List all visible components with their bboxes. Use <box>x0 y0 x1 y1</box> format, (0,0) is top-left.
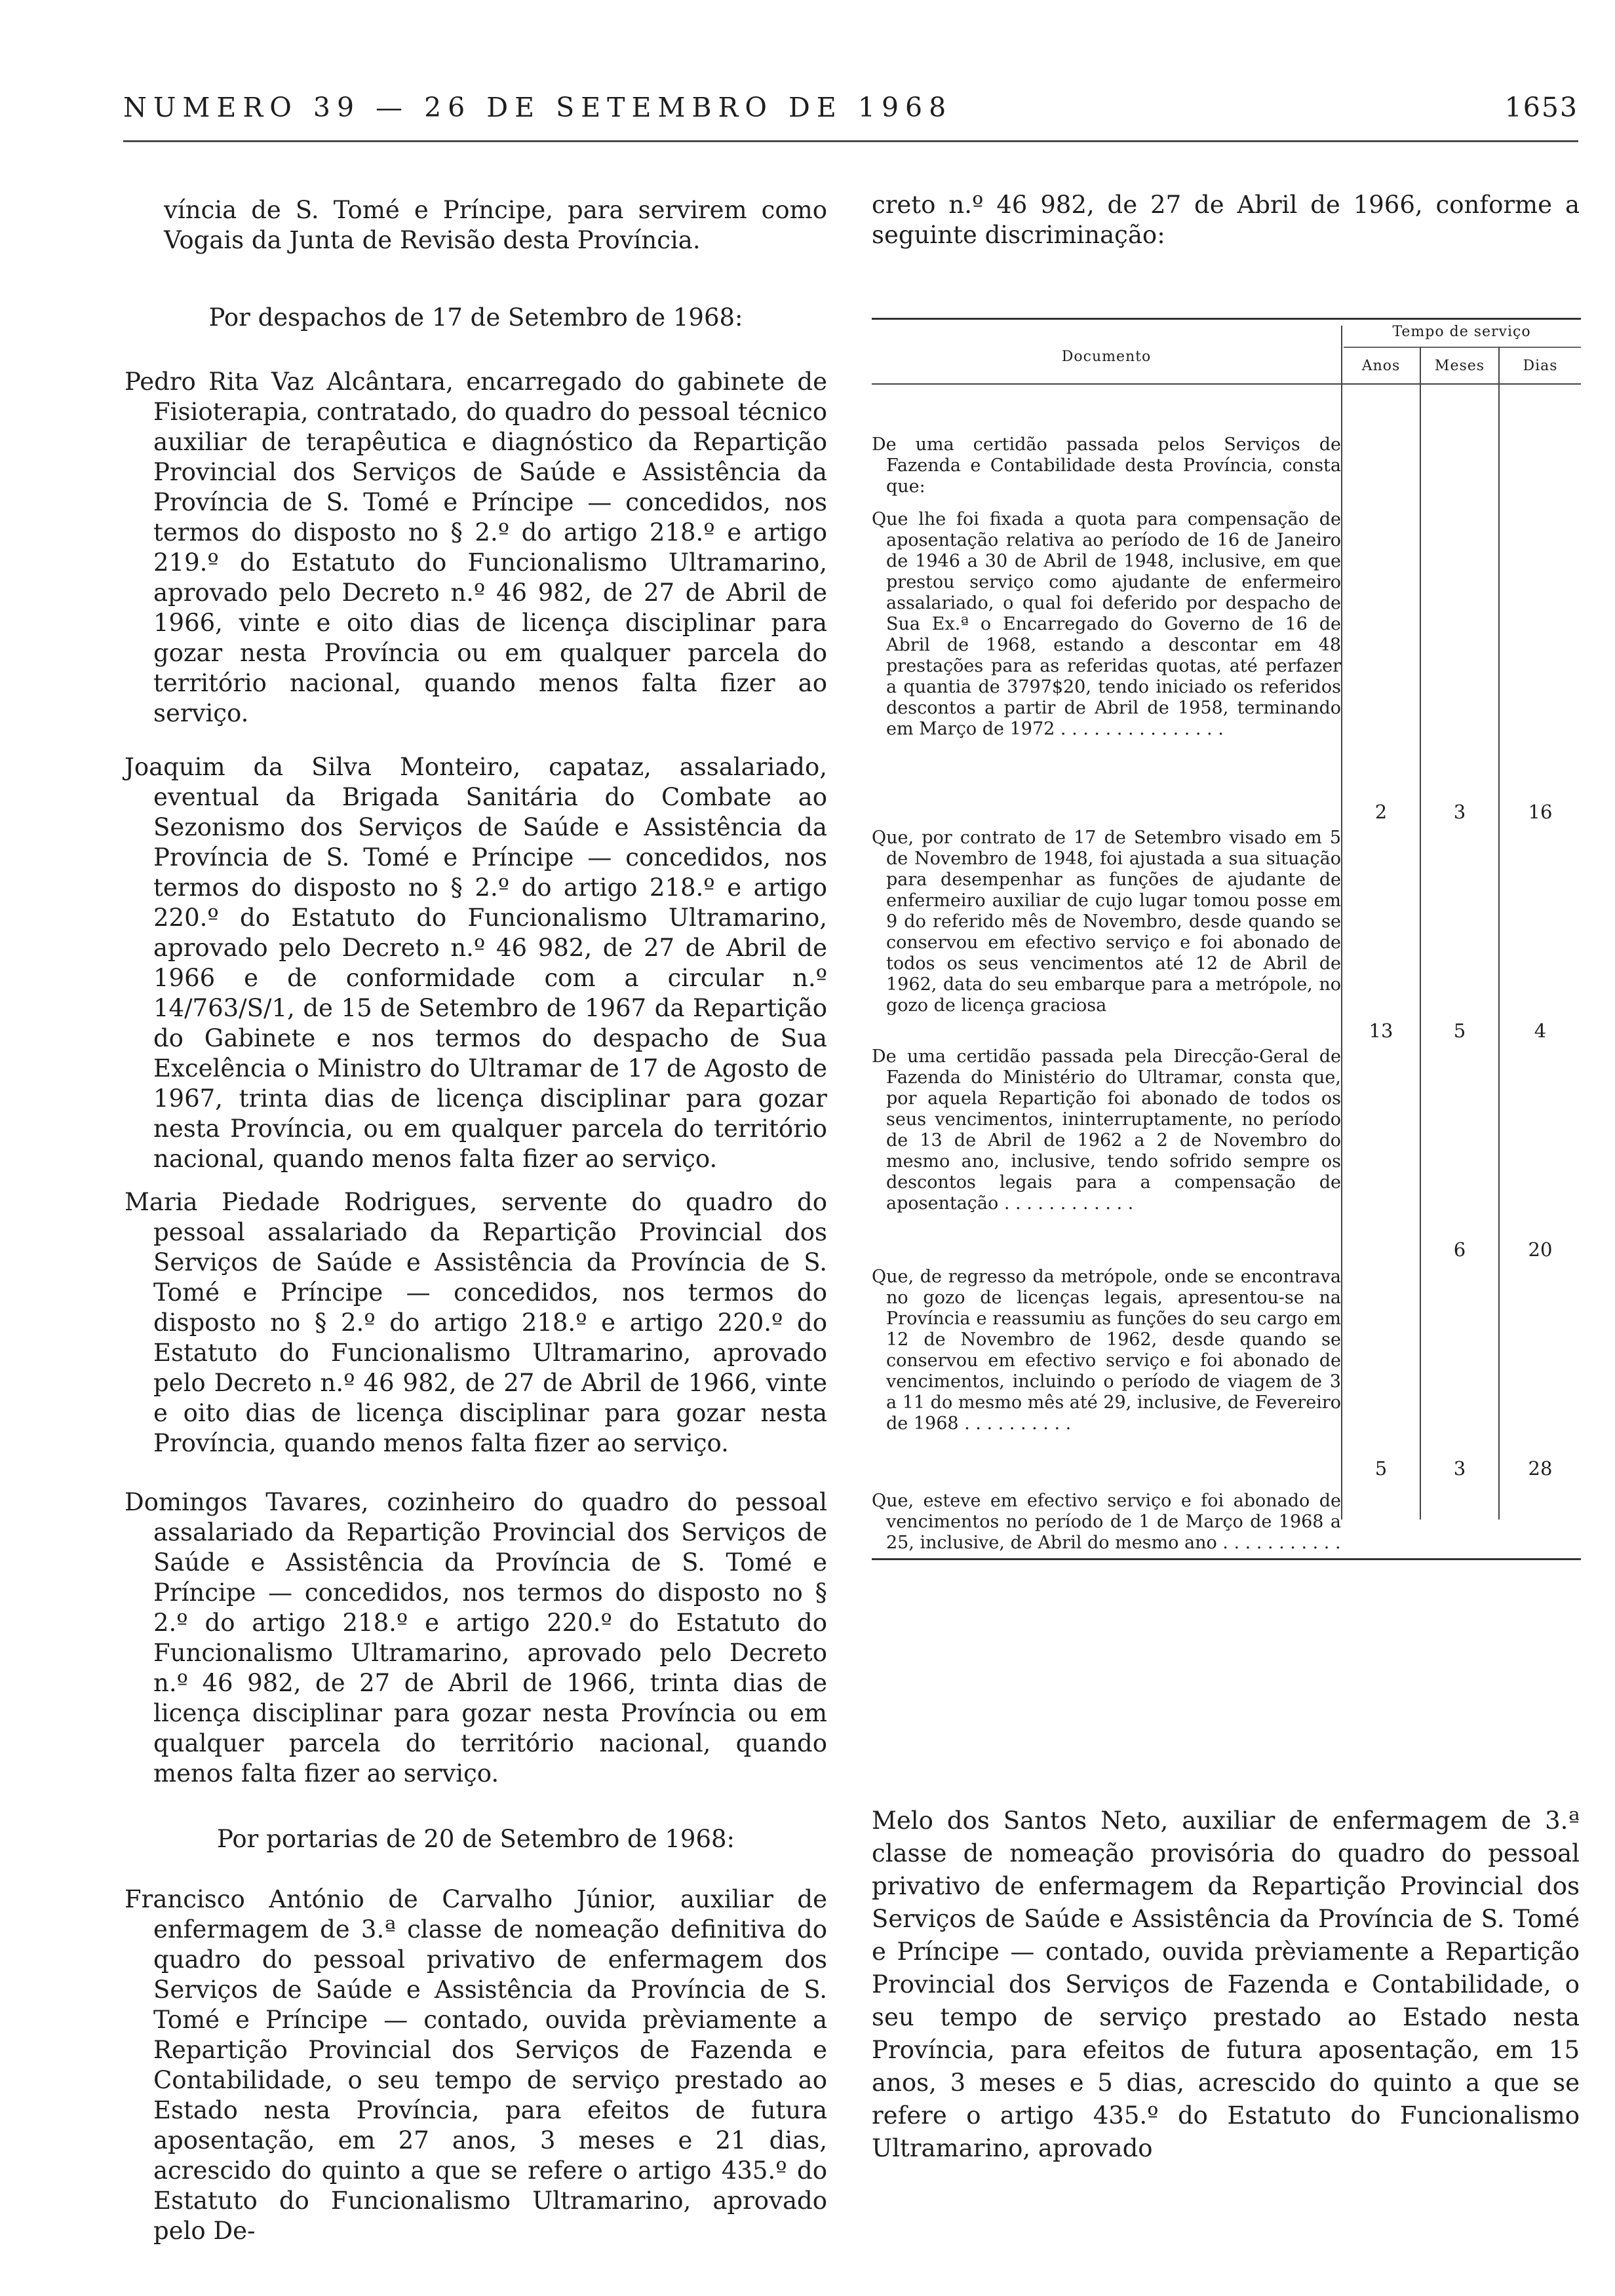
despacho-paragraph-3 <box>125 1187 827 1459</box>
table-row <box>872 509 1341 740</box>
despachos-heading: Por despachos de 17 de Setembro de 1968: <box>208 303 743 332</box>
page-header <box>123 92 1578 138</box>
despacho-paragraph-4 <box>125 1487 827 1789</box>
row-text: De uma certidão passada pelos Serviços de Fazenda e Contabilidade desta Província, consta que: <box>872 434 1341 497</box>
header-meses: Meses <box>1434 358 1485 374</box>
right-intro-block <box>872 190 1580 250</box>
column-divider <box>1498 347 1500 1520</box>
row-text: De uma certidão passada pela Direcção-Geral de Fazenda do Ministério do Ultramar, consta que, por aquela Repartição foi abonado de todos os seus vencimentos, ininterruptamente, no período de 13 de Abril de 1962 a 2 de Novembro do mesmo ano, inclusive, tendo sofrido sempre os descontos legais para a compensação de aposentação . . . . . . . . . . . . <box>872 1046 1341 1214</box>
row-text: Que, por contrato de 17 de Setembro visado em 5 de Novembro de 1948, foi ajustada a sua situação para desempenhar as funções de ajudante de enfermeiro auxiliar de cujo lugar tomou posse em 9 do referido mês de Novembro, desde quando se conservou em efectivo serviço e foi abonado de todos os seus vencimentos até 12 de Abril de 1962, data do seu embarque para a metrópole, no gozo de licença graciosa <box>872 828 1341 1016</box>
table-row <box>872 1046 1341 1214</box>
row-anos: 2 <box>1374 801 1388 823</box>
row-anos: 13 <box>1369 1020 1393 1042</box>
table-top-rule <box>872 318 1581 320</box>
row-text: Que lhe foi fixada a quota para compensação de aposentação relativa ao período de 16 de Janeiro de 1946 a 30 de Abril de 1948, inclusive, em que prestou serviço como ajudante de enfermeiro assalariado, o qual foi deferido por despacho de Sua Ex.ª o Encarregado do Governo de 16 de Abril de 1968, estando a descontar em 48 prestações para as referidas quotas, até perfazer a quantia de 3797$20, tendo iniciado os referidos descontos a partir de Abril de 1958, terminando em Março de 1972 . . . . . . . . . . . . . . . <box>872 509 1341 739</box>
page-number: 1653 <box>1504 92 1578 123</box>
row-dias: 4 <box>1534 1020 1547 1042</box>
closing-paragraph-block <box>872 1805 1580 2165</box>
service-time-table-tail <box>872 1487 1581 1559</box>
despacho-text: Joaquim da Silva Monteiro, capataz, assalariado, eventual da Brigada Sanitária do Combate ao Sezonismo dos Serviços de Saúde e Assistência da Província de S. Tomé e Príncipe — concedidos, nos termos do disposto no § 2.º do artigo 218.º e artigo 220.º do Estatuto do Funcionalismo Ultramarino, aprovado pelo Decreto n.º 46 982, de 27 de Abril de 1966 e de conformidade com a circular n.º 14/763/S/1, de 15 de Setembro de 1967 da Repartição do Gabinete e nos termos do despacho de Sua Excelência o Ministro do Ultramar de 17 de Agosto de 1967, trinta dias de licença disciplinar para gozar nesta Província, ou em qualquer parcela do território nacional, quando menos falta fizer ao serviço. <box>125 753 827 1173</box>
despacho-text: Domingos Tavares, cozinheiro do quadro do pessoal assalariado da Repartição Provincial dos Serviços de Saúde e Assistência da Província de S. Tomé e Príncipe — concedidos, nos termos do disposto no § 2.º do artigo 218.º e artigo 220.º do Estatuto do Funcionalismo Ultramarino, aprovado pelo Decreto n.º 46 982, de 27 de Abril de 1966, trinta dias de licença disciplinar para gozar nesta Província ou em qualquer parcela do território nacional, quando menos falta fizer ao serviço. <box>125 1488 827 1788</box>
despacho-paragraph-1 <box>125 367 827 729</box>
header-dias: Dias <box>1523 358 1558 374</box>
left-intro: víncia de S. Tomé e Príncipe, para servirem como Vogais da Junta de Revisão desta Província. <box>164 196 827 254</box>
table-row <box>872 828 1341 1016</box>
row-dias: 20 <box>1528 1238 1553 1261</box>
header-anos: Anos <box>1361 358 1401 374</box>
header-documento: Documento <box>1061 349 1152 365</box>
header-rule <box>123 140 1578 142</box>
table-header-rule <box>872 383 1581 385</box>
despachos-section <box>125 303 827 333</box>
row-meses: 3 <box>1453 801 1466 823</box>
issue-title: NUMERO 39 — 26 DE SETEMBRO DE 1968 <box>123 92 953 123</box>
closing-paragraph: Melo dos Santos Neto, auxiliar de enfermagem de 3.ª classe de nomeação provisória do quadro do pessoal privativo de enfermagem da Repartição Provincial dos Serviços de Saúde e Assistência da Província de S. Tomé e Príncipe — contado, ouvida prèviamente a Repartição Provincial dos Serviços de Fazenda e Contabilidade, o seu tempo de serviço prestado ao Estado nesta Província, para efeitos de futura aposentação, em 15 anos, 3 meses e 5 dias, acrescido do quinto a que se refere o artigo 435.º do Estatuto do Funcionalismo Ultramarino, aprovado <box>872 1807 1580 2162</box>
row-text: Que, de regresso da metrópole, onde se encontrava no gozo de licenças legais, apresentou-se na Província e reassumiu as funções do seu cargo em 12 de Novembro de 1962, desde quando se conservou em efectivo serviço e foi abonado de vencimentos, incluindo o período de viagem de 3 a 11 do mesmo mês até 29, inclusive, de Fevereiro de 1968 . . . . . . . . . . <box>872 1267 1341 1434</box>
row-dias: 28 <box>1528 1457 1553 1480</box>
right-intro: creto n.º 46 982, de 27 de Abril de 1966, conforme a seguinte discriminação: <box>872 191 1580 249</box>
row-text: Que, esteve em efectivo serviço e foi abonado de vencimentos no período de 1 de Março de 1968 a 25, inclusive, de Abril do mesmo ano . . . . . . . . . . . <box>872 1491 1341 1553</box>
header-tempo-rule <box>1344 347 1581 348</box>
row-meses: 3 <box>1453 1457 1466 1480</box>
service-time-table <box>872 318 1581 1558</box>
column-divider <box>1420 347 1421 1520</box>
table-row <box>872 1267 1341 1434</box>
despacho-text: Maria Piedade Rodrigues, servente do quadro do pessoal assalariado da Repartição Provincial dos Serviços de Saúde e Assistência da Província de S. Tomé e Príncipe — concedidos, nos termos do disposto no § 2.º do artigo 218.º e artigo 220.º do Estatuto do Funcionalismo Ultramarino, aprovado pelo Decreto n.º 46 982, de 27 de Abril de 1966, vinte e oito dias de licença disciplinar para gozar nesta Província, quando menos falta fizer ao serviço. <box>125 1188 827 1457</box>
despacho-text: Pedro Rita Vaz Alcântara, encarregado do gabinete de Fisioterapia, contratado, do quadro do pessoal técnico auxiliar de terapêutica e diagnóstico da Repartição Provincial dos Serviços de Saúde e Assistência da Província de S. Tomé e Príncipe — concedidos, nos termos do disposto no § 2.º do artigo 218.º e artigo 219.º do Estatuto do Funcionalismo Ultramarino, aprovado pelo Decreto n.º 46 982, de 27 de Abril de 1966, vinte e oito dias de licença disciplinar para gozar nesta Província ou em qualquer parcela do território nacional, quando menos falta fizer ao serviço. <box>125 368 827 727</box>
row-meses: 5 <box>1453 1020 1466 1042</box>
row-anos: 5 <box>1374 1457 1388 1480</box>
portarias-section <box>125 1824 827 1854</box>
header-tempo: Tempo de serviço <box>1392 324 1531 340</box>
row-meses: 6 <box>1453 1238 1466 1261</box>
table-bottom-rule <box>872 1558 1581 1560</box>
portaria-text: Francisco António de Carvalho Júnior, auxiliar de enfermagem de 3.ª classe de nomeação definitiva do quadro do pessoal privativo de enfermagem dos Serviços de Saúde e Assistência da Província de S. Tomé e Príncipe — contado, ouvida prèviamente a Repartição Provincial dos Serviços de Fazenda e Contabilidade, o seu tempo de serviço prestado ao Estado nesta Província, para efeitos de futura aposentação, em 27 anos, 3 meses e 21 dias, acrescido do quinto a que se refere o artigo 435.º do Estatuto do Funcionalismo Ultramarino, aprovado pelo De- <box>125 1885 827 2245</box>
left-column-top <box>125 195 827 256</box>
row-dias: 16 <box>1528 801 1553 823</box>
table-row <box>872 434 1341 497</box>
column-divider <box>1341 326 1342 1520</box>
portaria-paragraph <box>125 1885 827 2246</box>
portarias-heading: Por portarias de 20 de Setembro de 1968: <box>216 1825 735 1853</box>
despacho-paragraph-2 <box>125 752 827 1174</box>
